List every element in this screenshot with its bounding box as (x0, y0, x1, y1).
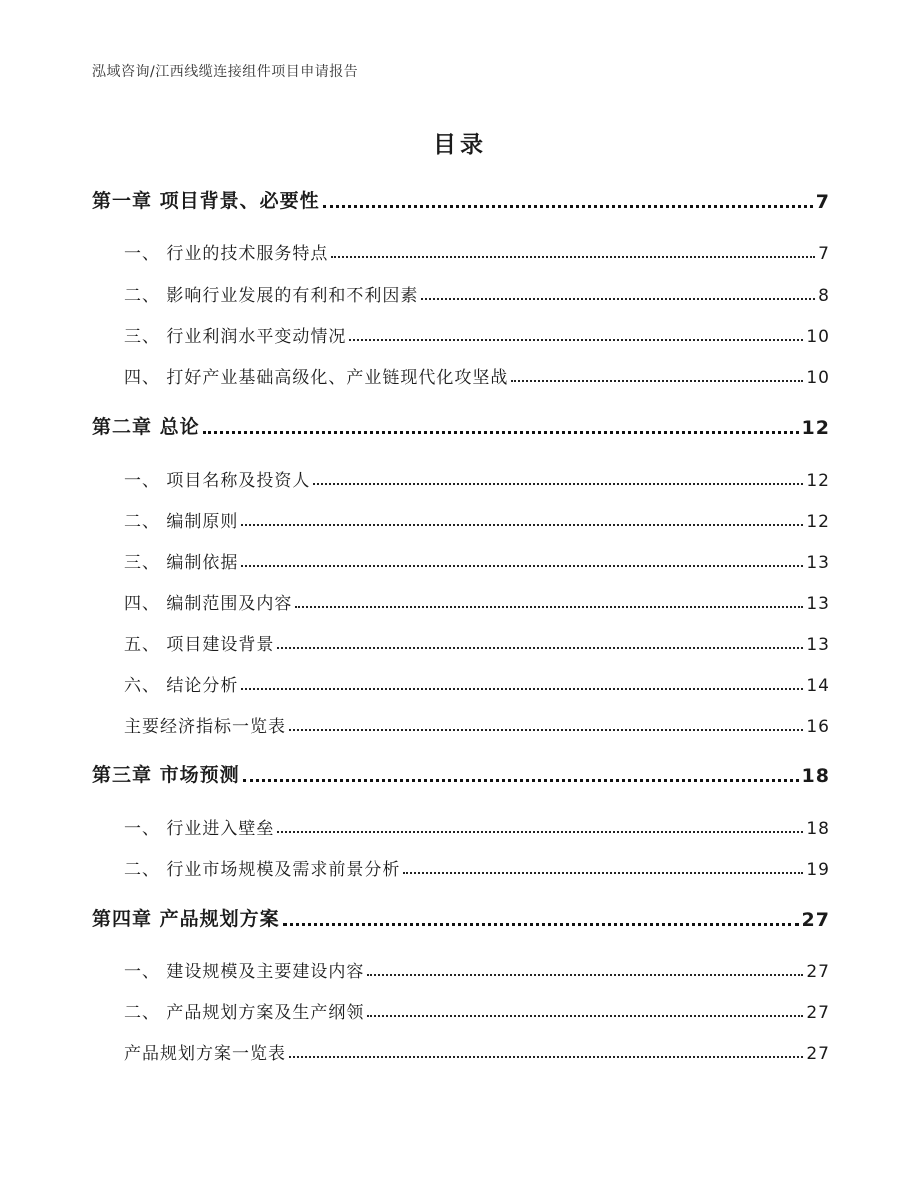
toc-section[interactable] (124, 281, 830, 306)
toc-page-number: 10 (806, 368, 830, 388)
toc-page-number: 12 (806, 471, 830, 491)
toc-page-number: 13 (806, 635, 830, 655)
toc-section[interactable] (124, 671, 830, 696)
toc-section[interactable] (124, 855, 830, 880)
toc-label: 二、 产品规划方案及生产纲领 (124, 1003, 365, 1023)
toc-chapter[interactable] (92, 186, 830, 213)
toc-section[interactable] (124, 1039, 830, 1064)
dot-leader (241, 687, 803, 690)
dot-leader (277, 646, 803, 649)
toc-section[interactable] (124, 239, 830, 264)
toc-chapter[interactable] (92, 412, 830, 439)
dot-leader (331, 255, 815, 258)
dot-leader (203, 430, 799, 434)
toc-section[interactable] (124, 630, 830, 655)
toc-page-number: 13 (806, 594, 830, 614)
dot-leader (243, 778, 799, 782)
toc-page-number: 8 (818, 286, 830, 306)
dot-leader (349, 338, 803, 341)
toc-label: 一、 行业进入壁垒 (124, 819, 275, 839)
toc-label: 第三章 市场预测 (92, 764, 240, 786)
toc-label: 四、 编制范围及内容 (124, 594, 293, 614)
toc-label: 第一章 项目背景、必要性 (92, 190, 320, 212)
toc-label: 产品规划方案一览表 (124, 1044, 286, 1064)
toc-page-number: 12 (806, 512, 830, 532)
toc-label: 六、 结论分析 (124, 676, 239, 696)
dot-leader (313, 482, 803, 485)
toc-section[interactable] (124, 957, 830, 982)
dot-leader (367, 1014, 803, 1017)
toc-section[interactable] (124, 322, 830, 347)
toc-page-number: 7 (818, 244, 830, 264)
toc-page-number: 18 (806, 819, 830, 839)
toc-label: 二、 编制原则 (124, 512, 239, 532)
toc-page-number: 7 (815, 191, 830, 213)
page-header: 泓域咨询/江西线缆连接组件项目申请报告 (92, 64, 359, 80)
toc-label: 一、 行业的技术服务特点 (124, 244, 329, 264)
toc-label: 四、 打好产业基础高级化、产业链现代化攻坚战 (124, 368, 509, 388)
toc-chapter[interactable] (92, 760, 830, 787)
toc-page-number: 27 (806, 962, 830, 982)
toc-page-number: 27 (801, 909, 830, 931)
dot-leader (367, 973, 803, 976)
dot-leader (421, 297, 815, 300)
toc-section[interactable] (124, 466, 830, 491)
toc-label: 一、 建设规模及主要建设内容 (124, 962, 365, 982)
toc-section[interactable] (124, 814, 830, 839)
toc-section[interactable] (124, 548, 830, 573)
toc-section[interactable] (124, 998, 830, 1023)
toc-section[interactable] (124, 589, 830, 614)
dot-leader (289, 1055, 803, 1058)
dot-leader (241, 523, 803, 526)
toc-page-number: 18 (801, 765, 830, 787)
toc-page-number: 12 (801, 417, 830, 439)
toc-page-number: 10 (806, 327, 830, 347)
toc-chapter[interactable] (92, 904, 830, 931)
toc-label: 一、 项目名称及投资人 (124, 471, 311, 491)
dot-leader (289, 728, 803, 731)
toc-section[interactable] (124, 507, 830, 532)
toc-label: 三、 编制依据 (124, 553, 239, 573)
dot-leader (283, 922, 799, 926)
toc-page-number: 27 (806, 1003, 830, 1023)
dot-leader (511, 379, 803, 382)
toc-label: 五、 项目建设背景 (124, 635, 275, 655)
toc-label: 主要经济指标一览表 (124, 717, 286, 737)
toc-page-number: 19 (806, 860, 830, 880)
toc-section[interactable] (124, 712, 830, 737)
toc-page-number: 27 (806, 1044, 830, 1064)
toc-label: 第四章 产品规划方案 (92, 908, 280, 930)
dot-leader (323, 204, 813, 208)
toc-label: 第二章 总论 (92, 416, 200, 438)
dot-leader (277, 830, 803, 833)
toc-page-number: 14 (806, 676, 830, 696)
toc-label: 三、 行业利润水平变动情况 (124, 327, 347, 347)
toc-label: 二、 行业市场规模及需求前景分析 (124, 860, 401, 880)
toc-page-number: 16 (806, 717, 830, 737)
dot-leader (403, 871, 803, 874)
dot-leader (241, 564, 803, 567)
dot-leader (295, 605, 803, 608)
toc-page-number: 13 (806, 553, 830, 573)
toc-label: 二、 影响行业发展的有利和不利因素 (124, 286, 419, 306)
toc-title: 目录 (433, 132, 487, 158)
toc-section[interactable] (124, 363, 830, 388)
